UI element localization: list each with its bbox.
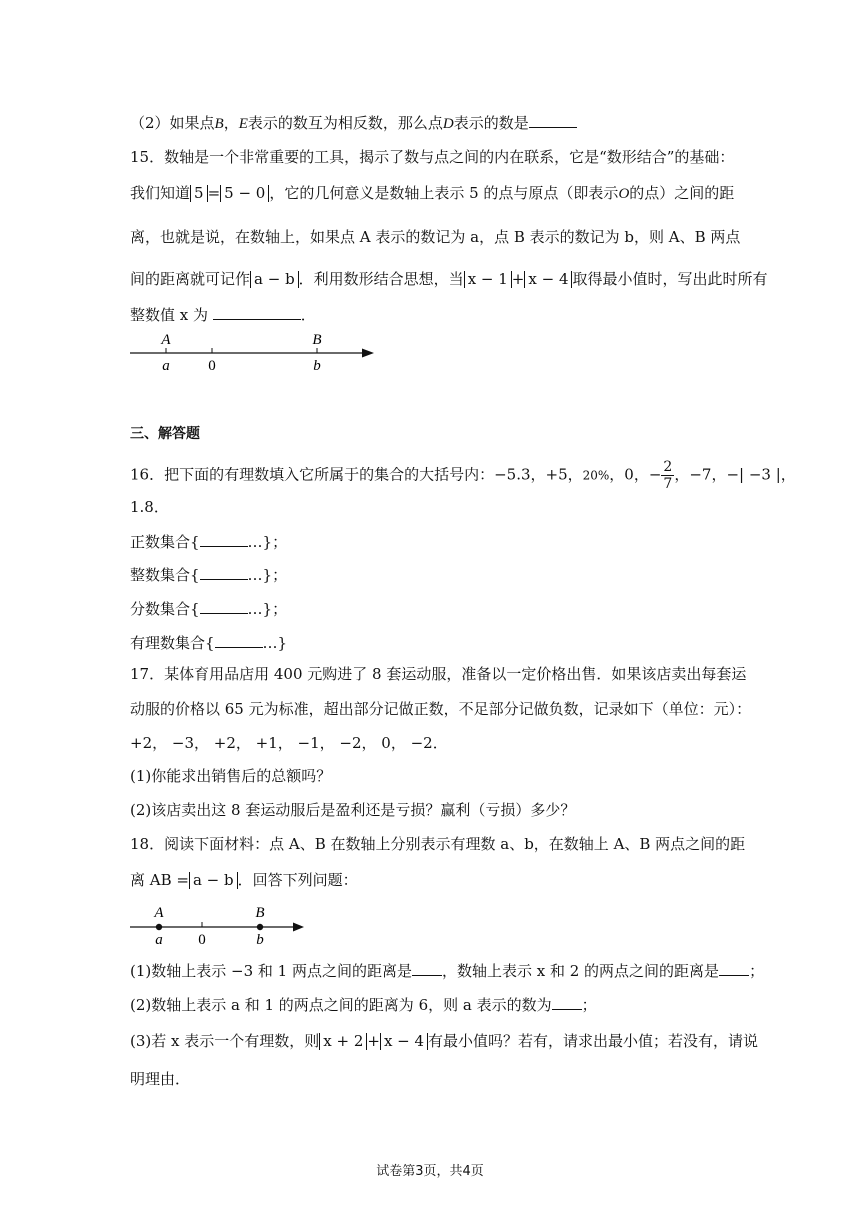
answer-blank <box>529 112 577 128</box>
number-line-q18 <box>128 902 308 947</box>
answer-blank <box>552 994 582 1010</box>
page-footer: 试卷第3页，共4页 <box>376 1164 484 1179</box>
abs-expression: x − 4 <box>524 271 572 288</box>
abs-expression: x − 4 <box>380 1033 428 1050</box>
q18-line2: 离 AB = a − b ．回答下列问题： <box>130 871 358 889</box>
fraction: $\frac{2}{7}$ <box>663 459 673 492</box>
q14-part2-line: （2）如果点B，E表示的数互为相反数，那么点D表示的数是 <box>130 112 577 134</box>
axis-label-a: a <box>162 358 170 374</box>
abs-expression: x − 1 <box>464 271 512 288</box>
axis-label-a: a <box>155 932 163 947</box>
answer-blank <box>719 960 749 976</box>
axis-label-zero: 0 <box>208 358 216 374</box>
q18-sub2: (2)数轴上表示 a 和 1 的两点之间的距离为 6，则 a 表示的数为 ； <box>130 996 597 1014</box>
q16-line2: 1.8． <box>130 498 169 516</box>
q15-line4: 间的距离就可记作 a − b ．利用数形结合思想，当 x − 1 + x − 4 取得最小值时，写出此时所有 <box>130 270 768 288</box>
q17-line5: (2)该店卖出这 8 套运动服后是盈利还是亏损？赢利（亏损）多少？ <box>130 801 576 819</box>
q18-sub1: (1)数轴上表示 −3 和 1 两点之间的距离是 ，数轴上表示 x 和 2 的两点之间的距离是 ； <box>130 962 765 980</box>
axis-label-B: B <box>312 332 322 348</box>
axis-label-zero: 0 <box>198 932 206 947</box>
set-fraction: 分数集合{ …}； <box>130 600 288 618</box>
axis-label-A: A <box>154 905 164 921</box>
axis-label-B: B <box>255 905 265 921</box>
abs-expression: a − b <box>189 872 238 889</box>
answer-blank <box>412 960 442 976</box>
abs-expression: 5 − 0 <box>220 185 269 202</box>
q17-line1: 17．某体育用品店用 400 元购进了 8 套运动服，准备以一定价格出售．如果该店卖出每套运 <box>130 665 747 683</box>
answer-blank <box>200 564 248 580</box>
q16-line1: 16．把下面的有理数填入它所属于的集合的大括号内：−5.3，+5，20%，0，− $\frac{2}{7}$ ，−7，−| −3 |， <box>130 459 796 492</box>
point-b-dot <box>257 924 263 930</box>
point-a-dot <box>156 924 162 930</box>
q18-sub3: (3)若 x 表示一个有理数，则 x + 2 + x − 4 有最小值吗？若有，请求出最小值；若没有，请说 <box>130 1032 759 1050</box>
q17-line3: +2， −3， +2， +1， −1， −2， 0， −2． <box>130 734 448 752</box>
q15-line3: 离，也就是说，在数轴上，如果点 A 表示的数记为 a，点 B 表示的数记为 b，则 A、B 两点 <box>130 228 741 246</box>
answer-blank <box>213 304 301 320</box>
q18-line1: 18．阅读下面材料：点 A、B 在数轴上分别表示有理数 a、b，在数轴上 A、B 两点之间的距 <box>130 835 746 853</box>
answer-blank <box>200 531 248 547</box>
q15-line1: 15．数轴是一个非常重要的工具，揭示了数与点之间的内在联系，它是“数形结合”的基础： <box>130 148 735 166</box>
set-positive: 正数集合{ …}； <box>130 533 288 551</box>
abs-expression: x + 2 <box>319 1033 367 1050</box>
q17-line2: 动服的价格以 65 元为标准，超出部分记做正数，不足部分记做负数，记录如下（单位：元）： <box>130 700 752 718</box>
answer-blank <box>200 598 248 614</box>
axis-label-A: A <box>161 332 171 348</box>
q15-line2: 我们知道 5 = 5 − 0 ，它的几何意义是数轴上表示 5 的点与原点（即表示O的点）之间的距 <box>130 184 735 202</box>
q18-sub3-cont: 明理由． <box>130 1070 191 1088</box>
q15-line5: 整数值 x 为 ． <box>130 306 316 324</box>
point-d-label: D <box>442 116 454 132</box>
section-title: 三、解答题 <box>130 426 200 442</box>
set-integer: 整数集合{ …}； <box>130 566 288 584</box>
q17-line4: (1)你能求出销售后的总额吗？ <box>130 767 332 785</box>
point-e-label: E <box>238 116 248 132</box>
set-rational: 有理数集合{ …} <box>130 634 288 652</box>
abs-expression: a − b <box>250 271 299 288</box>
answer-blank <box>215 632 263 648</box>
number-line-q15 <box>128 330 378 375</box>
axis-label-b: b <box>256 932 264 947</box>
axis-label-b: b <box>313 358 321 374</box>
abs-expression: 5 <box>190 185 208 202</box>
point-b-label: B <box>214 116 224 132</box>
